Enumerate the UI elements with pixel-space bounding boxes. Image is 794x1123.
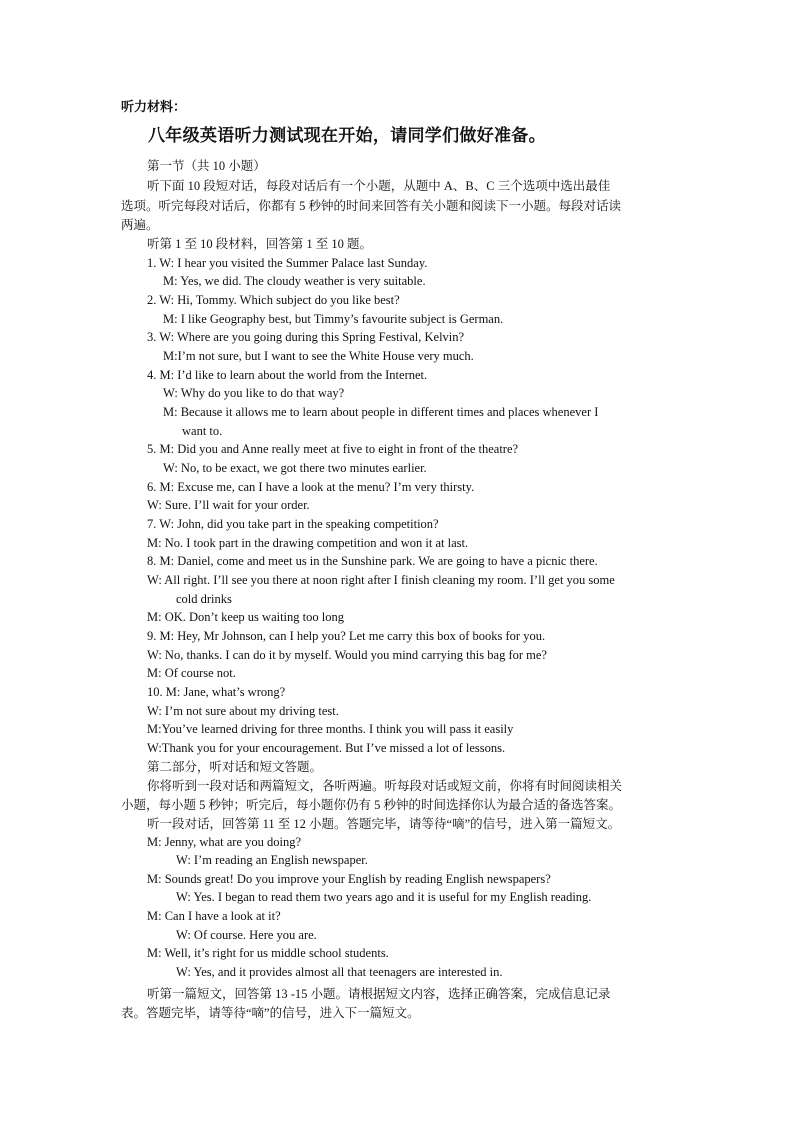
text-line: 听第一篇短文，回答第 13 -15 小题。请根据短文内容，选择正确答案，完成信息记录 [147, 987, 611, 1001]
text-line: M: Because it allows me to learn about people in different times and places whenever I [163, 405, 599, 419]
text-line: 9. M: Hey, Mr Johnson, can I help you? Let me carry this box of books for you. [147, 629, 546, 643]
page-title: 八年级英语听力测试现在开始，请同学们做好准备。 [148, 126, 546, 145]
text-line: 听下面 10 段短对话，每段对话后有一个小题，从题中 A、B、C 三个选项中选出最佳 [147, 179, 611, 193]
text-line: W: All right. I’ll see you there at noon right after I finish cleaning my room. I’ll get you some [147, 573, 615, 587]
text-line: 第一节（共 10 小题） [147, 159, 266, 173]
text-line: M: Sounds great! Do you improve your English by reading English newspapers? [147, 872, 551, 886]
text-line: 5. M: Did you and Anne really meet at five to eight in front of the theatre? [147, 442, 519, 456]
text-line: 2. W: Hi, Tommy. Which subject do you like best? [147, 293, 400, 307]
text-line: W: Sure. I’ll wait for your order. [147, 498, 310, 512]
text-line: 听第 1 至 10 段材料，回答第 1 至 10 题。 [147, 237, 373, 251]
text-line: W: Of course. Here you are. [176, 928, 317, 942]
text-line: W: Yes, and it provides almost all that teenagers are interested in. [176, 965, 503, 979]
text-line: 3. W: Where are you going during this Spring Festival, Kelvin? [147, 330, 465, 344]
text-line: 听一段对话，回答第 11 至 12 小题。答题完毕，请等待“嘀”的信号，进入第一篇短文。 [147, 817, 621, 831]
text-line: M:You’ve learned driving for three months. I think you will pass it easily [147, 722, 514, 736]
text-line: 两遍。 [121, 218, 159, 232]
text-line: M: Can I have a look at it? [147, 909, 281, 923]
text-line: M:I’m not sure, but I want to see the White House very much. [163, 349, 474, 363]
text-line: M: No. I took part in the drawing competition and won it at last. [147, 536, 469, 550]
text-line: M: Yes, we did. The cloudy weather is very suitable. [163, 274, 426, 288]
text-line: W: Why do you like to do that way? [163, 386, 345, 400]
text-line: 4. M: I’d like to learn about the world from the Internet. [147, 368, 428, 382]
text-line: W: Yes. I began to read them two years ago and it is useful for my English reading. [176, 890, 592, 904]
text-line: 7. W: John, did you take part in the speaking competition? [147, 517, 439, 531]
text-line: M: Of course not. [147, 666, 236, 680]
text-line: 选项。听完每段对话后，你都有 5 秒钟的时间来回答有关小题和阅读下一小题。每段对话读 [121, 199, 622, 213]
text-line: want to. [182, 424, 223, 438]
text-line: W: I’m reading an English newspaper. [176, 853, 368, 867]
text-line: M: I like Geography best, but Timmy’s favourite subject is German. [163, 312, 504, 326]
text-line: W:Thank you for your encouragement. But I’ve missed a lot of lessons. [147, 741, 506, 755]
text-line: 10. M: Jane, what’s wrong? [147, 685, 286, 699]
text-line: 表。答题完毕，请等待“嘀”的信号，进入下一篇短文。 [121, 1006, 420, 1020]
text-line: M: Well, it’s right for us middle school students. [147, 946, 389, 960]
text-line: cold drinks [176, 592, 232, 606]
text-line: 你将听到一段对话和两篇短文，各听两遍。听每段对话或短文前，你将有时间阅读相关 [147, 779, 623, 793]
text-line: M: OK. Don’t keep us waiting too long [147, 610, 344, 624]
text-line: W: No, to be exact, we got there two minutes earlier. [163, 461, 427, 475]
text-line: 第二部分，听对话和短文答题。 [147, 760, 323, 774]
text-line: W: I’m not sure about my driving test. [147, 704, 339, 718]
text-line: 6. M: Excuse me, can I have a look at the menu? I’m very thirsty. [147, 480, 475, 494]
text-line: 8. M: Daniel, come and meet us in the Sunshine park. We are going to have a picnic there. [147, 554, 598, 568]
text-line: 小题，每小题 5 秒钟；听完后，每小题你仍有 5 秒钟的时间选择你认为最合适的备选答案。 [121, 798, 622, 812]
text-line: 1. W: I hear you visited the Summer Palace last Sunday. [147, 256, 428, 270]
text-line: W: No, thanks. I can do it by myself. Would you mind carrying this bag for me? [147, 648, 547, 662]
text-line: M: Jenny, what are you doing? [147, 835, 302, 849]
section-heading: 听力材料： [121, 99, 187, 114]
